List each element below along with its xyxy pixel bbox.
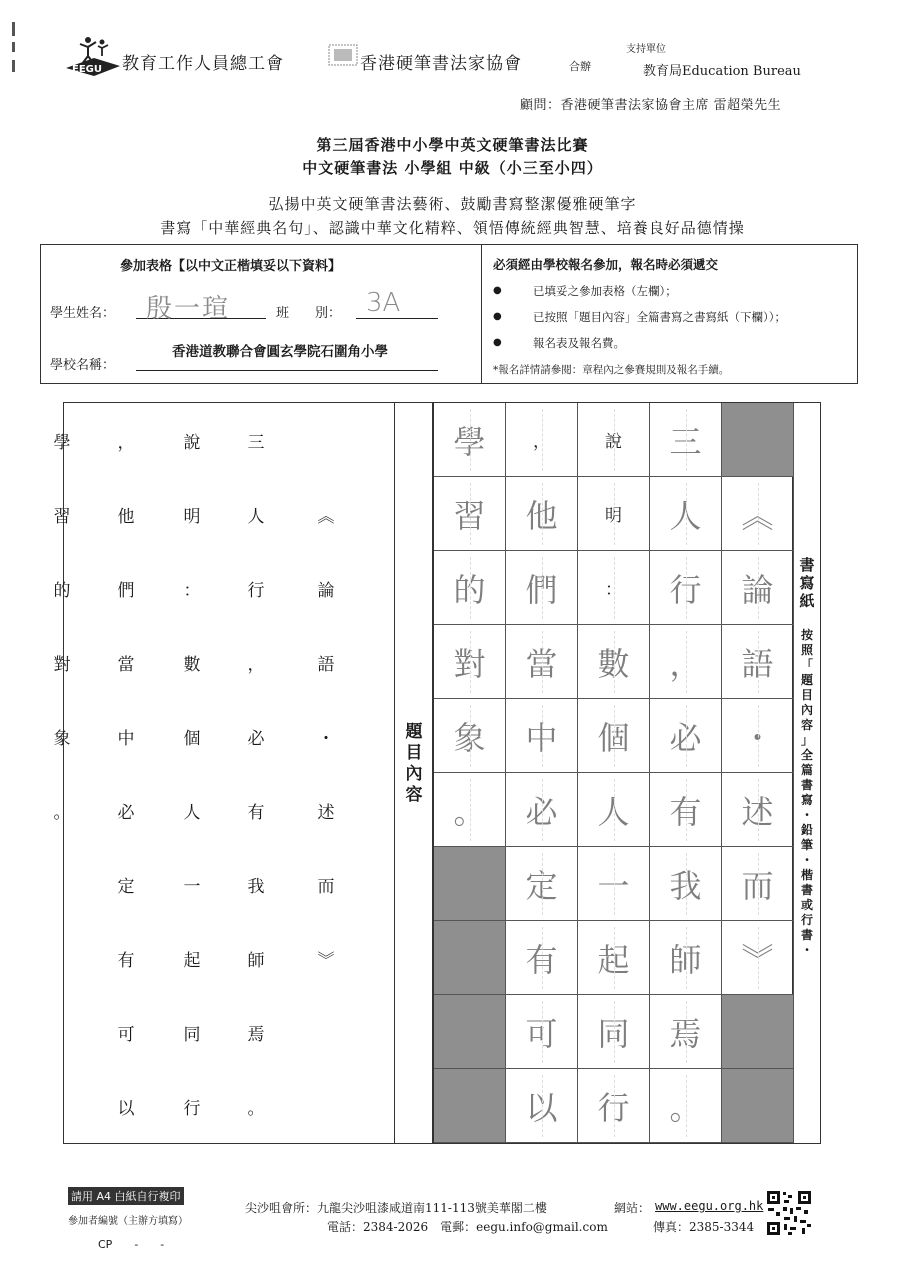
grid-char: 起 — [597, 940, 630, 979]
participant-number: CP - - — [98, 1238, 165, 1251]
grid-cell-shaded[interactable] — [434, 995, 506, 1069]
topic-char: 習 — [53, 507, 71, 527]
grid-char: 行 — [669, 570, 702, 609]
grid-cell[interactable] — [722, 773, 794, 847]
writing-sheet-instruction-char: 楷 — [800, 868, 813, 882]
writing-sheet-instruction-char: 題 — [800, 673, 813, 687]
grid-guide-line — [758, 631, 759, 693]
student-name-field[interactable] — [136, 288, 266, 324]
topic-char: 。 — [53, 803, 71, 823]
grid-cell[interactable] — [578, 773, 650, 847]
grid-guide-line — [470, 779, 471, 841]
student-name-value: 殷一瑄 — [146, 294, 231, 324]
topic-label — [400, 722, 428, 806]
topic-char: 人 — [183, 803, 201, 823]
bullet-icon: ● — [493, 285, 502, 296]
grid-guide-line — [542, 853, 543, 915]
binding-edge-marks — [10, 22, 18, 72]
grid-guide-line — [542, 705, 543, 767]
grid-guide-line — [542, 779, 543, 841]
writing-sheet-instruction-char: 書 — [800, 928, 813, 942]
topic-char: 對 — [53, 655, 71, 675]
grid-cell[interactable] — [722, 847, 794, 921]
grid-cell[interactable] — [722, 699, 794, 773]
grid-char: 。 — [669, 1088, 702, 1127]
grid-guide-line — [686, 927, 687, 989]
grid-cell-shaded[interactable] — [722, 1069, 794, 1143]
grid-guide-line — [614, 1075, 615, 1137]
grid-guide-line — [542, 483, 543, 545]
grid-guide-line — [470, 631, 471, 693]
grid-cell[interactable] — [506, 995, 578, 1069]
grid-cell[interactable] — [578, 1069, 650, 1143]
grid-guide-line — [758, 705, 759, 767]
grid-char: 人 — [597, 792, 630, 831]
writing-sheet-instruction-char: 筆 — [800, 838, 813, 852]
organizer-1: 教育工作人員總工會 — [122, 54, 284, 74]
grid-cell[interactable] — [578, 551, 650, 625]
topic-label-char: 容 — [405, 785, 423, 805]
grid-guide-line — [686, 1001, 687, 1063]
grid-guide-line — [614, 557, 615, 619]
topic-char: 的 — [53, 581, 71, 601]
grid-char: 有 — [669, 792, 702, 831]
topic-char: ： — [183, 581, 201, 601]
grid-char: 必 — [525, 792, 558, 831]
grid-char: ， — [669, 644, 702, 683]
grid-guide-line — [542, 1075, 543, 1137]
advisor: 顧問：香港硬筆書法家協會主席 雷超榮先生 — [520, 98, 782, 113]
division-title: 中文硬筆書法 小學組 中級（小三至小四） — [302, 159, 603, 177]
school-name-label: 學校名稱： — [50, 358, 116, 373]
topic-char: 說 — [183, 433, 201, 453]
class-field[interactable] — [356, 288, 438, 319]
writing-sheet-instructions — [797, 628, 817, 958]
requirements-note: *報名詳情請參閱：章程內之參賽規則及報名手續。 — [493, 364, 730, 376]
grid-char: 對 — [453, 644, 486, 683]
writing-sheet-instruction-char: ・ — [800, 943, 813, 957]
topic-char: 有 — [247, 803, 265, 823]
grid-cell[interactable] — [506, 847, 578, 921]
grid-cell[interactable] — [434, 477, 506, 551]
grid-cell[interactable] — [578, 403, 650, 477]
grid-guide-line — [758, 927, 759, 989]
slogan-line-1: 弘揚中英文硬筆書法藝術、鼓勵書寫整潔優雅硬筆字 — [268, 195, 637, 213]
writing-sheet-instruction-char: ・ — [800, 808, 813, 822]
grid-char: 明 — [605, 506, 622, 526]
school-name-field[interactable] — [136, 338, 438, 371]
topic-char: 論 — [317, 581, 335, 601]
topic-label-char: 內 — [405, 764, 423, 784]
topic-char: 必 — [247, 729, 265, 749]
writing-sheet-instruction-char: 書 — [800, 883, 813, 897]
grid-cell-shaded[interactable] — [722, 403, 794, 477]
topic-char: 數 — [183, 655, 201, 675]
requirements-title: 必須經由學校報名參加，報名時必須遞交 — [493, 257, 719, 272]
grid-char: 象 — [453, 718, 486, 757]
grid-cell[interactable] — [506, 551, 578, 625]
a4-print-note: 請用 A4 白紙自行複印 — [68, 1187, 184, 1205]
topic-char: 語 — [317, 655, 335, 675]
grid-guide-line — [758, 779, 759, 841]
topic-char: 定 — [117, 877, 135, 897]
grid-guide-line — [614, 853, 615, 915]
writing-sheet-instruction-char: ・ — [800, 853, 813, 867]
grid-guide-line — [614, 631, 615, 693]
topic-char: ， — [247, 655, 265, 675]
writing-sheet-title — [796, 556, 818, 610]
topic-char: 述 — [317, 803, 335, 823]
bullet-icon: ● — [493, 337, 502, 348]
grid-guide-line — [614, 1001, 615, 1063]
grid-char: 行 — [597, 1088, 630, 1127]
topic-char: 當 — [117, 655, 135, 675]
grid-char: ︾ — [741, 940, 774, 979]
writing-sheet-instruction-char: 寫 — [800, 793, 813, 807]
grid-cell[interactable] — [650, 551, 722, 625]
topic-char: 學 — [53, 433, 71, 453]
eegu-logo — [64, 34, 122, 78]
topic-char: 我 — [247, 877, 265, 897]
grid-guide-line — [686, 779, 687, 841]
grid-cell[interactable] — [722, 477, 794, 551]
topic-char: ︾ — [317, 951, 335, 971]
grid-cell[interactable] — [650, 773, 722, 847]
grid-guide-line — [614, 409, 615, 471]
grid-char: 習 — [453, 496, 486, 535]
grid-char: 我 — [669, 866, 702, 905]
topic-char: 明 — [183, 507, 201, 527]
grid-char: 而 — [741, 866, 774, 905]
grid-guide-line — [758, 483, 759, 545]
grid-cell[interactable] — [578, 995, 650, 1069]
grid-char: 學 — [453, 422, 486, 461]
topic-char: 行 — [247, 581, 265, 601]
grid-guide-line — [686, 853, 687, 915]
grid-cell[interactable] — [506, 1069, 578, 1143]
supporting-unit-label: 支持單位 — [626, 44, 666, 55]
topic-char: ︽ — [317, 507, 335, 527]
topic-char: 。 — [247, 1099, 265, 1119]
grid-cell[interactable] — [578, 921, 650, 995]
topic-char: 中 — [117, 729, 135, 749]
school-name-value: 香港道教聯合會圓玄學院石圍角小學 — [172, 344, 388, 360]
grid-guide-line — [470, 705, 471, 767]
writing-sheet-instruction-char: 目 — [800, 688, 813, 702]
bullet-icon: ● — [493, 311, 502, 322]
topic-char: 焉 — [247, 1025, 265, 1045]
writing-sheet-title-char: 紙 — [799, 592, 815, 610]
grid-char: 有 — [525, 940, 558, 979]
grid-char: 當 — [525, 644, 558, 683]
grid-guide-line — [686, 705, 687, 767]
grid-char: 同 — [597, 1014, 630, 1053]
grid-char: 個 — [597, 718, 630, 757]
grid-char: 中 — [525, 718, 558, 757]
grid-char: 以 — [525, 1088, 558, 1127]
requirement-item: 已按照「題目內容」全篇書寫之書寫紙（下欄））； — [533, 310, 786, 324]
topic-char: ・ — [317, 729, 335, 749]
grid-cell-shaded[interactable] — [722, 995, 794, 1069]
requirement-item: 已填妥之參加表格（左欄）； — [533, 284, 677, 298]
grid-cell[interactable] — [722, 625, 794, 699]
calligraphy-association-logo — [325, 41, 361, 69]
grid-cell[interactable] — [650, 995, 722, 1069]
requirement-item: 報名表及報名費。 — [533, 336, 625, 350]
topic-char: 可 — [117, 1025, 135, 1045]
website-label: 網站： — [614, 1201, 651, 1215]
writing-sheet-instruction-char: 照 — [800, 643, 813, 657]
topic-char: 們 — [117, 581, 135, 601]
student-name-label: 學生姓名： — [50, 306, 116, 321]
topic-char: 而 — [317, 877, 335, 897]
grid-cell[interactable] — [578, 477, 650, 551]
topic-char: 他 — [117, 507, 135, 527]
topic-char: 師 — [247, 951, 265, 971]
joint-organized-label: 合辦 — [569, 60, 591, 73]
grid-guide-line — [470, 483, 471, 545]
organizer-2: 香港硬筆書法家協會 — [360, 54, 522, 74]
grid-guide-line — [614, 705, 615, 767]
grid-char: 人 — [669, 496, 702, 535]
grid-guide-line — [614, 927, 615, 989]
grid-char: 語 — [741, 644, 774, 683]
grid-cell[interactable] — [650, 625, 722, 699]
grid-cell[interactable] — [578, 699, 650, 773]
grid-guide-line — [758, 557, 759, 619]
grid-char: 焉 — [669, 1014, 702, 1053]
grid-cell[interactable] — [434, 773, 506, 847]
grid-guide-line — [470, 557, 471, 619]
grid-guide-line — [614, 779, 615, 841]
topic-char: 個 — [183, 729, 201, 749]
grid-char: ： — [605, 580, 622, 600]
grid-cell[interactable] — [650, 1069, 722, 1143]
grid-cell[interactable] — [434, 551, 506, 625]
grid-char: 數 — [597, 644, 630, 683]
supporting-unit-name: 教育局Education Bureau — [643, 64, 801, 79]
writing-sheet-instruction-char: 或 — [800, 898, 813, 912]
grid-char: 的 — [453, 570, 486, 609]
topic-char: 必 — [117, 803, 135, 823]
grid-cell[interactable] — [650, 847, 722, 921]
qr-code-icon[interactable] — [766, 1190, 812, 1236]
svg-text:EEGU: EEGU — [72, 64, 102, 75]
club-address: 尖沙咀會所：九龍尖沙咀漆咸道南111-113號美華閣二樓 — [245, 1201, 547, 1215]
grid-guide-line — [542, 631, 543, 693]
topic-label-char: 題 — [405, 722, 423, 742]
grid-guide-line — [758, 853, 759, 915]
class-value: 3A — [366, 288, 401, 318]
writing-sheet-instruction-char: 「 — [800, 658, 813, 672]
grid-char: 說 — [605, 432, 622, 452]
grid-guide-line — [686, 1075, 687, 1137]
grid-cell[interactable] — [434, 403, 506, 477]
grid-char: 述 — [741, 792, 774, 831]
grid-char: ， — [533, 432, 550, 452]
grid-char: 。 — [453, 792, 486, 831]
writing-sheet-instruction-char: 鉛 — [800, 823, 813, 837]
grid-guide-line — [542, 927, 543, 989]
grid-char: 他 — [525, 496, 558, 535]
writing-sheet-title-char: 寫 — [799, 574, 815, 592]
grid-char: 三 — [669, 422, 702, 461]
grid-cell[interactable] — [434, 699, 506, 773]
grid-cell-shaded[interactable] — [434, 921, 506, 995]
grid-cell[interactable] — [650, 477, 722, 551]
writing-sheet-instruction-char: 書 — [800, 778, 813, 792]
grid-guide-line — [542, 557, 543, 619]
grid-guide-line — [470, 409, 471, 471]
topic-char: 起 — [183, 951, 201, 971]
topic-char: 同 — [183, 1025, 201, 1045]
grid-cell-shaded[interactable] — [434, 847, 506, 921]
grid-cell[interactable] — [434, 625, 506, 699]
grid-char: 一 — [597, 866, 630, 905]
topic-char: ， — [117, 433, 135, 453]
writing-sheet-instruction-char: 容 — [800, 718, 813, 732]
writing-sheet-instruction-char: 全 — [800, 748, 813, 762]
grid-guide-line — [542, 1001, 543, 1063]
writing-sheet-instruction-char: 內 — [800, 703, 813, 717]
grid-guide-line — [686, 483, 687, 545]
topic-char: 三 — [247, 433, 265, 453]
fax-number: 傳真：2385-3344 — [653, 1220, 755, 1234]
topic-char: 一 — [183, 877, 201, 897]
grid-char: ・ — [741, 718, 774, 757]
grid-guide-line — [542, 409, 543, 471]
writing-sheet-instruction-char: 篇 — [800, 763, 813, 777]
grid-cell-shaded[interactable] — [434, 1069, 506, 1143]
topic-char: 以 — [117, 1099, 135, 1119]
topic-char: 人 — [247, 507, 265, 527]
grid-cell[interactable] — [650, 699, 722, 773]
topic-label-char: 目 — [405, 743, 423, 763]
grid-cell[interactable] — [650, 403, 722, 477]
topic-char: 象 — [53, 729, 71, 749]
website-link[interactable]: www.eegu.org.hk — [655, 1199, 764, 1213]
grid-char: 們 — [525, 570, 558, 609]
grid-cell[interactable] — [722, 921, 794, 995]
writing-sheet-instruction-char: 按 — [800, 628, 813, 642]
writing-sheet-instruction-char: 」 — [800, 733, 813, 747]
grid-cell[interactable] — [578, 625, 650, 699]
grid-guide-line — [686, 409, 687, 471]
participant-number-label: 參加者編號（主辦方填寫） — [68, 1216, 188, 1227]
grid-cell[interactable] — [506, 477, 578, 551]
grid-cell[interactable] — [650, 921, 722, 995]
grid-cell[interactable] — [506, 699, 578, 773]
contact-info: 電話：2384-2026 電郵：eegu.info@gmail.com — [327, 1220, 608, 1234]
form-title: 參加表格【以中文正楷填妥以下資料】 — [120, 259, 342, 274]
writing-sheet-title-char: 書 — [799, 556, 815, 574]
grid-char: ︽ — [741, 496, 774, 535]
grid-char: 必 — [669, 718, 702, 757]
class-label: 班 別： — [276, 306, 342, 321]
grid-char: 論 — [741, 570, 774, 609]
grid-cell[interactable] — [506, 625, 578, 699]
grid-char: 定 — [525, 866, 558, 905]
writing-grid — [433, 402, 793, 1144]
grid-cell[interactable] — [506, 403, 578, 477]
grid-guide-line — [686, 631, 687, 693]
competition-title: 第三屆香港中小學中英文硬筆書法比賽 — [316, 136, 589, 154]
writing-sheet-instruction-char: 行 — [800, 913, 813, 927]
topic-char: 有 — [117, 951, 135, 971]
grid-cell[interactable] — [506, 773, 578, 847]
topic-char: 行 — [183, 1099, 201, 1119]
grid-guide-line — [614, 483, 615, 545]
grid-char: 師 — [669, 940, 702, 979]
slogan-line-2: 書寫「中華經典名句」、認識中華文化精粹、領悟傳統經典智慧、培養良好品德情操 — [160, 219, 745, 237]
grid-cell[interactable] — [722, 551, 794, 625]
grid-cell[interactable] — [506, 921, 578, 995]
grid-cell[interactable] — [578, 847, 650, 921]
grid-char: 可 — [525, 1014, 558, 1053]
grid-guide-line — [686, 557, 687, 619]
